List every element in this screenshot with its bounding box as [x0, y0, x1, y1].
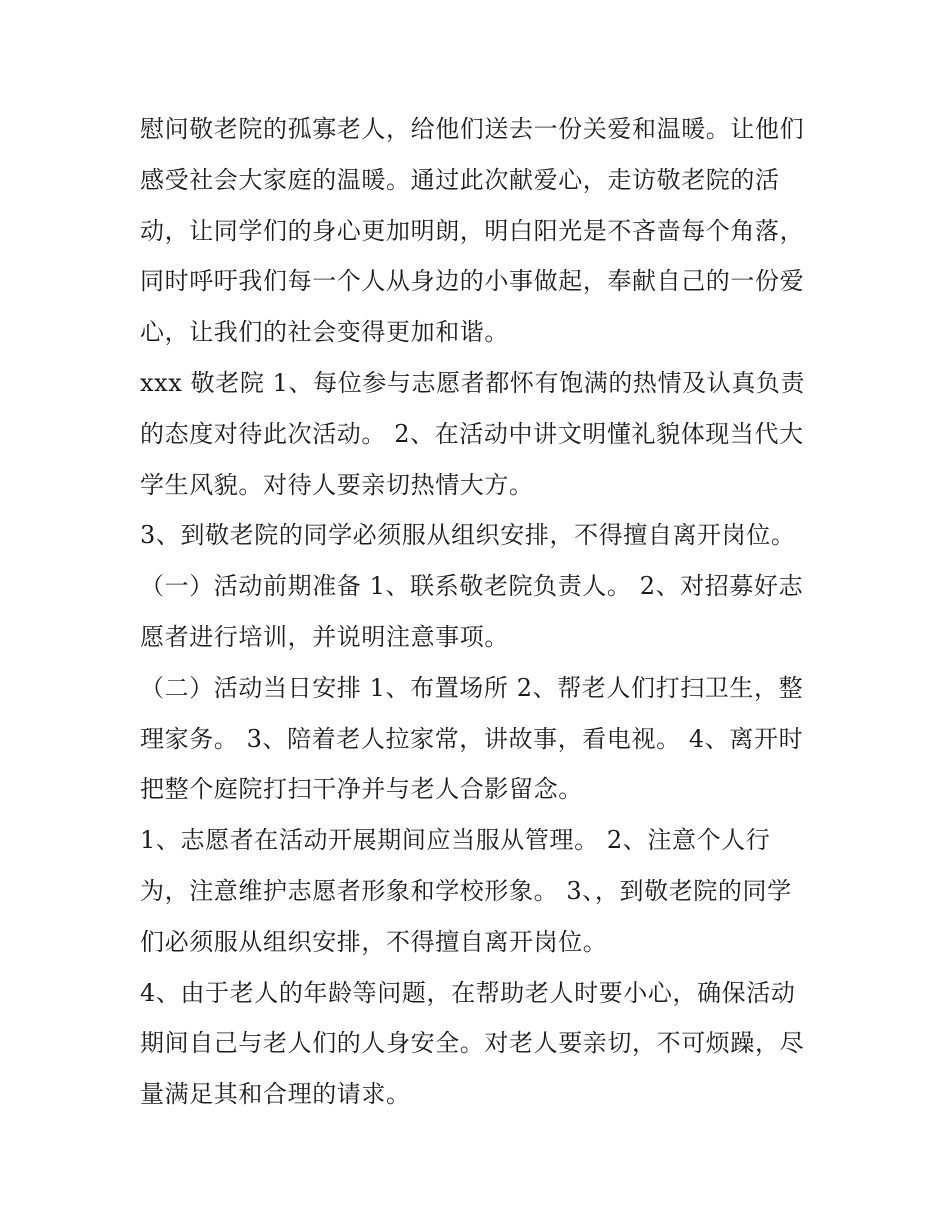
text-line: 的态度对待此次活动。 2、在活动中讲文明懂礼貌体现当代大: [140, 419, 804, 448]
text-line: 同时呼吁我们每一个人从身边的小事做起，奉献自己的一份爱: [140, 267, 805, 296]
text-line: 1、志愿者在活动开展期间应当服从管理。 2、注意个人行: [140, 826, 771, 855]
text-line: 心，让我们的社会变得更加和谐。: [140, 318, 509, 347]
text-line: xxx 敬老院 1、每位参与志愿者都怀有饱满的热情及认真负责: [140, 368, 806, 397]
text-line: 理家务。 3、陪着老人拉家常，讲故事，看电视。 4、离开时: [140, 724, 804, 753]
text-line: （二）活动当日安排 1、布置场所 2、帮老人们打扫卫生，整: [140, 673, 804, 702]
text-line: 愿者进行培训，并说明注意事项。: [140, 622, 509, 651]
text-line: 3、到敬老院的同学必须服从组织安排，不得擅自离开岗位。: [140, 521, 796, 550]
text-line: 们必须服从组织安排，不得擅自离开岗位。: [140, 927, 608, 956]
text-line: 期间自己与老人们的人身安全。对老人要亲切，不可烦躁，尽: [140, 1029, 805, 1058]
text-line: 量满足其和合理的请求。: [140, 1080, 411, 1109]
text-line: （一）活动前期准备 1、联系敬老院负责人。 2、对招募好志: [140, 572, 804, 601]
text-line: 为，注意维护志愿者形象和学校形象。 3、，到敬老院的同学: [140, 876, 792, 905]
document-body: [140, 104, 820, 1120]
text-line: 动，让同学们的身心更加明朗，明白阳光是不吝啬每个角落，: [140, 216, 805, 245]
text-line: 学生风貌。对待人要亲切热情大方。: [140, 470, 534, 499]
text-line: 感受社会大家庭的温暖。通过此次献爱心，走访敬老院的活: [140, 165, 780, 194]
text-line: 4、由于老人的年龄等问题，在帮助老人时要小心，确保活动: [140, 978, 796, 1007]
text-line: 慰问敬老院的孤寡老人，给他们送去一份关爱和温暖。让他们: [140, 115, 805, 143]
text-line: 把整个庭院打扫干净并与老人合影留念。: [140, 775, 583, 804]
